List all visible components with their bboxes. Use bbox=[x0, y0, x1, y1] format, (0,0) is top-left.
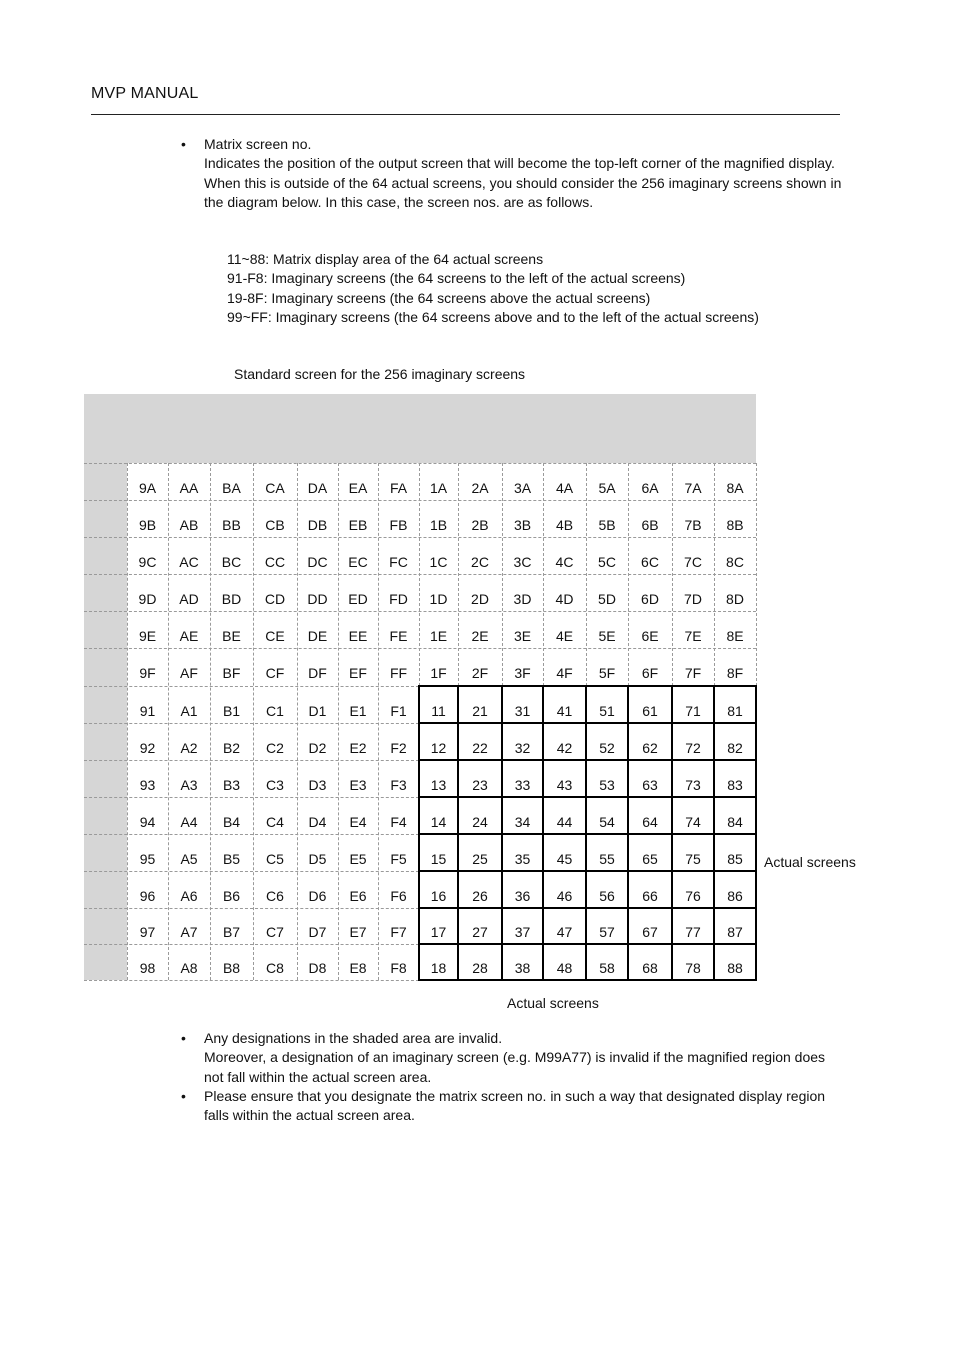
actual-screen-cell: 51 bbox=[599, 702, 615, 719]
paragraph: Please ensure that you designate the matrix screen no. in such a way that designated display region falls within the actual screen area. bbox=[204, 1088, 826, 1124]
paragraph: Indicates the position of the output screen that will become the top-left corner of the magnified display. bbox=[204, 155, 835, 172]
imaginary-screen-cell: 6F bbox=[641, 665, 659, 681]
imaginary-screen-cell: BE bbox=[222, 627, 241, 644]
imaginary-screen-cell: E3 bbox=[349, 776, 367, 793]
imaginary-screen-cell: D6 bbox=[308, 887, 327, 904]
actual-screen-cell: 58 bbox=[599, 960, 615, 976]
grid-line bbox=[84, 944, 419, 945]
actual-screen-cell: 82 bbox=[727, 739, 743, 756]
actual-screen-cell: 48 bbox=[556, 960, 573, 976]
actual-screen-cell: 11 bbox=[431, 702, 446, 719]
imaginary-screen-cell: FE bbox=[389, 627, 408, 644]
imaginary-screen-cell: F5 bbox=[390, 850, 407, 867]
imaginary-screen-cell: 8A bbox=[726, 479, 744, 496]
actual-screen-cell: 35 bbox=[514, 850, 531, 867]
grid-line bbox=[84, 574, 756, 575]
imaginary-screen-cell: 7F bbox=[684, 665, 702, 681]
grid-line bbox=[756, 463, 757, 686]
paragraph: Any designations in the shaded area are invalid. bbox=[204, 1030, 503, 1046]
imaginary-screen-cell: 3C bbox=[513, 553, 532, 570]
imaginary-screen-cell: 4E bbox=[555, 627, 574, 644]
range-item: 91-F8: Imaginary screens (the 64 screens to the left of the actual screens) bbox=[227, 270, 686, 287]
grid-line bbox=[253, 463, 254, 980]
imaginary-screen-cell: E8 bbox=[349, 960, 367, 976]
imaginary-screen-cell: 1E bbox=[429, 627, 448, 644]
imaginary-screen-cell: D1 bbox=[308, 702, 327, 719]
imaginary-screen-cell: 7E bbox=[684, 627, 702, 644]
imaginary-screen-cell: DD bbox=[307, 590, 328, 607]
imaginary-screen-cell: E4 bbox=[349, 813, 367, 830]
actual-screen-cell: 86 bbox=[727, 887, 743, 904]
imaginary-screen-cell: 4B bbox=[555, 516, 574, 533]
imaginary-screen-cell: AD bbox=[179, 590, 199, 607]
actual-screen-cell: 61 bbox=[642, 702, 658, 719]
imaginary-screen-cell: CB bbox=[265, 516, 285, 533]
imaginary-screen-cell: 1F bbox=[430, 665, 447, 681]
imaginary-screen-cell: 8D bbox=[726, 590, 744, 607]
imaginary-screen-cell: 2C bbox=[471, 553, 489, 570]
imaginary-screen-cell: C3 bbox=[266, 776, 284, 793]
imaginary-screen-cell: DE bbox=[307, 627, 328, 644]
imaginary-screen-cell: 91 bbox=[139, 702, 156, 719]
actual-screen-cell: 87 bbox=[727, 924, 743, 940]
grid-line bbox=[419, 907, 756, 909]
actual-screen-cell: 16 bbox=[430, 887, 447, 904]
imaginary-screen-cell: 4A bbox=[555, 479, 574, 496]
imaginary-screen-cell: D5 bbox=[308, 850, 327, 867]
imaginary-screen-cell: B4 bbox=[222, 813, 241, 830]
actual-screen-cell: 24 bbox=[472, 813, 488, 830]
actual-screen-cell: 84 bbox=[727, 813, 743, 830]
imaginary-screen-cell: EF bbox=[349, 665, 367, 681]
imaginary-screen-cell: F4 bbox=[390, 813, 407, 830]
actual-screen-cell: 72 bbox=[685, 739, 701, 756]
imaginary-screen-cell: AE bbox=[179, 627, 199, 644]
imaginary-screen-cell: BD bbox=[221, 590, 242, 607]
actual-screen-cell: 47 bbox=[556, 924, 573, 940]
imaginary-screen-cell: 95 bbox=[139, 850, 156, 867]
grid-line bbox=[297, 463, 298, 980]
imaginary-screen-cell: B3 bbox=[222, 776, 241, 793]
imaginary-screen-cell: A5 bbox=[180, 850, 198, 867]
actual-screen-cell: 85 bbox=[727, 850, 743, 867]
grid-line bbox=[419, 463, 420, 686]
grid-line bbox=[84, 686, 419, 687]
paragraph: Moreover, a designation of an imaginary screen (e.g. M99A77) is invalid if the magnified region does not fall within the actual screen area. bbox=[204, 1049, 826, 1085]
imaginary-screen-cell: FB bbox=[389, 516, 408, 533]
actual-screen-cell: 56 bbox=[599, 887, 615, 904]
imaginary-screen-cell: C2 bbox=[266, 739, 284, 756]
actual-screen-cell: 83 bbox=[727, 776, 743, 793]
actual-screen-cell: 23 bbox=[472, 776, 488, 793]
imaginary-screen-cell: 5A bbox=[598, 479, 616, 496]
imaginary-screen-cell: B2 bbox=[222, 739, 241, 756]
imaginary-screen-cell: 3F bbox=[514, 665, 531, 681]
imaginary-screen-cell: E2 bbox=[349, 739, 367, 756]
imaginary-screen-cell: 2E bbox=[471, 627, 489, 644]
grid-line bbox=[672, 463, 673, 686]
imaginary-screen-cell: 6C bbox=[641, 553, 659, 570]
imaginary-screen-cell: F7 bbox=[390, 924, 407, 940]
imaginary-screen-cell: 97 bbox=[139, 924, 156, 940]
grid-line bbox=[168, 463, 169, 980]
imaginary-screen-cell: EC bbox=[348, 553, 368, 570]
diagram-caption-bottom: Actual screens bbox=[507, 995, 599, 1011]
imaginary-screen-cell: D2 bbox=[308, 739, 327, 756]
imaginary-screen-cell: 4C bbox=[555, 553, 574, 570]
imaginary-screen-cell: FF bbox=[389, 665, 408, 681]
imaginary-screen-cell: B8 bbox=[222, 960, 241, 976]
imaginary-screen-cell: F1 bbox=[390, 702, 407, 719]
grid-line bbox=[84, 611, 756, 612]
grid-line bbox=[210, 463, 211, 980]
imaginary-screen-cell: 2A bbox=[471, 479, 489, 496]
imaginary-screen-cell: 5F bbox=[598, 665, 616, 681]
actual-screen-cell: 76 bbox=[685, 887, 701, 904]
imaginary-screen-cell: DC bbox=[307, 553, 328, 570]
actual-screen-cell: 21 bbox=[472, 702, 488, 719]
grid-line bbox=[419, 796, 756, 798]
imaginary-screen-cell: CF bbox=[265, 665, 285, 681]
imaginary-screen-cell: 98 bbox=[139, 960, 156, 976]
actual-screen-cell: 88 bbox=[727, 960, 743, 976]
actual-screen-cell: 43 bbox=[556, 776, 573, 793]
imaginary-screen-cell: 7A bbox=[684, 479, 702, 496]
grid-line bbox=[84, 797, 419, 798]
actual-screen-cell: 27 bbox=[472, 924, 488, 940]
imaginary-screen-cell: 3B bbox=[513, 516, 532, 533]
imaginary-screen-cell: E1 bbox=[349, 702, 367, 719]
imaginary-screen-cell: 92 bbox=[139, 739, 156, 756]
imaginary-screen-cell: AB bbox=[179, 516, 199, 533]
imaginary-screen-cell: F6 bbox=[390, 887, 407, 904]
imaginary-screen-cell: EE bbox=[348, 627, 368, 644]
grid-line bbox=[502, 463, 503, 686]
imaginary-screen-cell: A3 bbox=[180, 776, 198, 793]
imaginary-screen-cell: AC bbox=[179, 553, 199, 570]
actual-screen-cell: 36 bbox=[514, 887, 531, 904]
imaginary-screen-cell: 8F bbox=[726, 665, 744, 681]
designation-guidance-note bbox=[204, 1087, 844, 1126]
range-item: 99~FF: Imaginary screens (the 64 screens above and to the left of the actual screens) bbox=[227, 308, 759, 325]
imaginary-screen-cell: 2D bbox=[471, 590, 489, 607]
imaginary-screen-cell: BA bbox=[222, 479, 241, 496]
imaginary-screen-cell: A4 bbox=[180, 813, 198, 830]
actual-screen-cell: 38 bbox=[514, 960, 531, 976]
imaginary-screen-cell: A8 bbox=[180, 960, 198, 976]
actual-screen-cell: 26 bbox=[472, 887, 488, 904]
diagram-caption-top: Standard screen for the 256 imaginary screens bbox=[234, 366, 526, 382]
imaginary-screen-cell: D7 bbox=[308, 924, 327, 940]
imaginary-screen-cell: 2B bbox=[471, 516, 489, 533]
imaginary-screen-cell: 5C bbox=[598, 553, 616, 570]
imaginary-screen-cell: 3E bbox=[513, 627, 532, 644]
actual-screen-cell: 45 bbox=[556, 850, 573, 867]
actual-screen-cell: 46 bbox=[556, 887, 573, 904]
imaginary-screen-cell: EA bbox=[348, 479, 368, 496]
actual-screen-cell: 12 bbox=[430, 739, 447, 756]
shaded-invalid-area-left bbox=[84, 463, 127, 980]
imaginary-screen-cell: 3A bbox=[513, 479, 532, 496]
actual-screen-cell: 25 bbox=[472, 850, 488, 867]
actual-screen-cell: 22 bbox=[472, 739, 488, 756]
actual-screen-cell: 54 bbox=[599, 813, 615, 830]
bullet-marker: • bbox=[181, 1088, 186, 1104]
actual-screen-cell: 33 bbox=[514, 776, 531, 793]
imaginary-screen-cell: C4 bbox=[266, 813, 284, 830]
imaginary-screen-cell: BF bbox=[222, 665, 241, 681]
actual-screen-cell: 18 bbox=[430, 960, 447, 976]
imaginary-screen-cell: BB bbox=[222, 516, 241, 533]
actual-screen-cell: 44 bbox=[556, 813, 573, 830]
actual-screen-cell: 31 bbox=[514, 702, 531, 719]
imaginary-screen-cell: F8 bbox=[390, 960, 407, 976]
actual-screen-cell: 73 bbox=[685, 776, 701, 793]
grid-line bbox=[338, 463, 339, 980]
imaginary-screen-cell: 94 bbox=[139, 813, 156, 830]
shaded-invalid-area-top bbox=[84, 394, 756, 463]
imaginary-screen-cell: B1 bbox=[222, 702, 241, 719]
imaginary-screen-cell: 9F bbox=[139, 665, 156, 681]
grid-line bbox=[84, 648, 756, 649]
grid-line bbox=[84, 980, 419, 981]
actual-screen-cell: 34 bbox=[514, 813, 531, 830]
grid-line bbox=[419, 833, 756, 835]
imaginary-screen-cell: 2F bbox=[471, 665, 489, 681]
imaginary-screen-cell: D8 bbox=[308, 960, 327, 976]
imaginary-screen-cell: 8C bbox=[726, 553, 744, 570]
grid-line bbox=[84, 463, 756, 464]
imaginary-screen-cell: C5 bbox=[266, 850, 284, 867]
imaginary-screen-cell: D3 bbox=[308, 776, 327, 793]
imaginary-screen-cell: C1 bbox=[266, 702, 284, 719]
actual-screen-cell: 78 bbox=[685, 960, 701, 976]
grid-line bbox=[543, 463, 544, 686]
grid-line bbox=[419, 943, 756, 945]
actual-screen-cell: 65 bbox=[642, 850, 658, 867]
imaginary-screen-cell: B6 bbox=[222, 887, 241, 904]
actual-screen-cell: 41 bbox=[556, 702, 573, 719]
bullet-marker: • bbox=[181, 1030, 186, 1046]
actual-screen-cell: 15 bbox=[430, 850, 447, 867]
imaginary-screen-cell: DB bbox=[307, 516, 328, 533]
imaginary-screen-cell: 7C bbox=[684, 553, 702, 570]
imaginary-screen-cell: 9A bbox=[138, 479, 157, 496]
imaginary-screen-cell: 6A bbox=[641, 479, 659, 496]
imaginary-screen-cell: BC bbox=[221, 553, 242, 570]
imaginary-screen-cell: A1 bbox=[180, 702, 198, 719]
actual-screen-cell: 17 bbox=[430, 924, 447, 940]
grid-line bbox=[84, 537, 756, 538]
grid-line bbox=[419, 722, 756, 724]
actual-screen-cell: 52 bbox=[599, 739, 615, 756]
imaginary-screen-cell: C7 bbox=[266, 924, 284, 940]
imaginary-screen-cell: AA bbox=[179, 479, 199, 496]
imaginary-screen-cell: 6E bbox=[641, 627, 659, 644]
imaginary-screen-cell: 6D bbox=[641, 590, 659, 607]
imaginary-screen-cell: EB bbox=[348, 516, 368, 533]
imaginary-screen-cell: CD bbox=[264, 590, 286, 607]
imaginary-screen-cell: CC bbox=[264, 553, 286, 570]
actual-screen-cell: 28 bbox=[472, 960, 488, 976]
actual-screen-cell: 32 bbox=[514, 739, 531, 756]
imaginary-screen-cell: 9E bbox=[138, 627, 157, 644]
imaginary-screen-cell: A6 bbox=[180, 887, 198, 904]
imaginary-screen-cell: 6B bbox=[641, 516, 659, 533]
imaginary-screen-cell: 4D bbox=[555, 590, 574, 607]
imaginary-screen-cell: 96 bbox=[139, 887, 156, 904]
grid-line bbox=[586, 463, 587, 686]
grid-line bbox=[84, 723, 419, 724]
imaginary-screen-cell: 9D bbox=[138, 590, 157, 607]
diagram-caption-right: Actual screens bbox=[764, 854, 856, 870]
imaginary-screen-cell: 4F bbox=[556, 665, 573, 681]
imaginary-screen-cell: 7B bbox=[684, 516, 702, 533]
imaginary-screen-cell: C6 bbox=[266, 887, 284, 904]
actual-screen-cell: 68 bbox=[642, 960, 658, 976]
imaginary-screen-cell: F2 bbox=[390, 739, 407, 756]
grid-line bbox=[378, 463, 379, 980]
grid-line bbox=[127, 463, 128, 980]
actual-screen-cell: 37 bbox=[514, 924, 531, 940]
actual-screen-cell: 74 bbox=[685, 813, 701, 830]
imaginary-screen-cell: FA bbox=[389, 479, 408, 496]
actual-screen-cell: 81 bbox=[727, 702, 743, 719]
imaginary-screen-cell: FC bbox=[389, 553, 408, 570]
imaginary-screen-cell: 1D bbox=[429, 590, 448, 607]
paragraph: When this is outside of the 64 actual screens, you should consider the 256 imaginary screens shown in the diagram below. In this case, the screen nos. are as follows. bbox=[204, 174, 842, 210]
grid-line bbox=[714, 463, 715, 686]
actual-screen-cell: 66 bbox=[642, 887, 658, 904]
imaginary-screen-cell: 1A bbox=[429, 479, 448, 496]
actual-screen-cell: 71 bbox=[685, 702, 701, 719]
grid-line bbox=[84, 908, 419, 909]
actual-screen-cell: 13 bbox=[430, 776, 447, 793]
imaginary-screen-cell: E7 bbox=[349, 924, 367, 940]
actual-screen-cell: 64 bbox=[642, 813, 658, 830]
imaginary-screen-cell: 1C bbox=[429, 553, 448, 570]
imaginary-screen-cell: B7 bbox=[222, 924, 241, 940]
imaginary-screen-cell: A2 bbox=[180, 739, 198, 756]
actual-screen-cell: 67 bbox=[642, 924, 658, 940]
imaginary-screen-cell: AF bbox=[180, 665, 198, 681]
actual-screen-cell: 55 bbox=[599, 850, 615, 867]
imaginary-screen-cell: 9C bbox=[138, 553, 157, 570]
imaginary-screen-cell: E6 bbox=[349, 887, 367, 904]
grid-line bbox=[419, 759, 756, 761]
imaginary-screen-cell: 1B bbox=[429, 516, 448, 533]
imaginary-screen-cell: 5E bbox=[598, 627, 616, 644]
imaginary-screen-cell: 9B bbox=[138, 516, 157, 533]
actual-screen-cell: 57 bbox=[599, 924, 615, 940]
grid-line bbox=[84, 500, 756, 501]
page-header-title: MVP MANUAL bbox=[91, 85, 199, 102]
imaginary-screen-cell: ED bbox=[348, 590, 368, 607]
imaginary-screen-cell: 5B bbox=[598, 516, 616, 533]
actual-screen-cell: 53 bbox=[599, 776, 615, 793]
imaginary-screen-cell: A7 bbox=[180, 924, 198, 940]
actual-screen-cell: 75 bbox=[685, 850, 701, 867]
range-item: 11~88: Matrix display area of the 64 actual screens bbox=[227, 251, 544, 267]
range-item: 19-8F: Imaginary screens (the 64 screens above the actual screens) bbox=[227, 289, 651, 306]
imaginary-screen-cell: 5D bbox=[598, 590, 616, 607]
imaginary-screen-cell: B5 bbox=[222, 850, 241, 867]
actual-screen-cell: 14 bbox=[430, 813, 447, 830]
imaginary-screen-cell: D4 bbox=[308, 813, 327, 830]
imaginary-screen-cell: CA bbox=[265, 479, 285, 496]
invalid-area-note bbox=[204, 1029, 844, 1087]
imaginary-screen-cell: DA bbox=[307, 479, 328, 496]
imaginary-screen-cell: 7D bbox=[684, 590, 702, 607]
imaginary-screen-cell: C8 bbox=[266, 960, 284, 976]
grid-line bbox=[458, 463, 459, 686]
imaginary-screen-cell: 93 bbox=[139, 776, 156, 793]
grid-line bbox=[419, 870, 756, 872]
actual-screen-cell: 77 bbox=[685, 924, 701, 940]
imaginary-screen-cell: CE bbox=[265, 627, 285, 644]
actual-screen-cell: 63 bbox=[642, 776, 658, 793]
imaginary-screen-cell: 8B bbox=[726, 516, 744, 533]
imaginary-screen-cell: F3 bbox=[390, 776, 407, 793]
actual-screen-cell: 62 bbox=[642, 739, 658, 756]
imaginary-screen-cell: DF bbox=[308, 665, 327, 681]
imaginary-screen-cell: 3D bbox=[513, 590, 532, 607]
section-title: Matrix screen no. bbox=[204, 136, 312, 152]
grid-line bbox=[84, 760, 419, 761]
imaginary-screen-cell: FD bbox=[389, 590, 408, 607]
imaginary-screen-cell: 8E bbox=[726, 627, 744, 644]
grid-line bbox=[84, 871, 419, 872]
imaginary-screen-cell: E5 bbox=[349, 850, 367, 867]
grid-line bbox=[628, 463, 629, 686]
grid-line bbox=[84, 834, 419, 835]
bullet-marker: • bbox=[181, 136, 186, 152]
actual-screen-cell: 42 bbox=[556, 739, 573, 756]
